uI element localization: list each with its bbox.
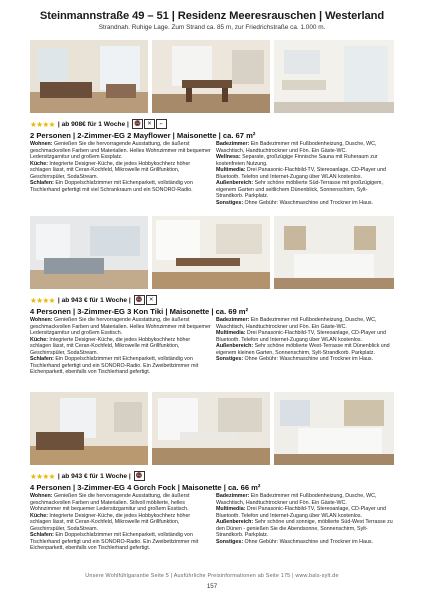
dining-room-photo (152, 392, 270, 465)
description-left: Wohnen: Genießen Sie die hervorragende Ausstattung, die äußerst geschmackvollen Farben und Materialien. Helles Wohnzimmer mit bequemer Ledersitzgarnitur und großem Esstisch. Küche: Integrierte Designer-Küche, die jedes Hobbykochherz höher schlagen lässt, mit Ceran-Kochfeld, Mikrowelle mit Grillfunktion, Geschirrspüler, SodaStream. Schlafen: Ein Doppelschlafzimmer mit Eichenparkett, vollständig von Tischlerhand gefertigt und ein SONORO-Radio. Ein Zweibettzimmer mit Eichenparkett, ebenfalls von Tischlerhand gefertigt. (30, 317, 211, 375)
no-pets-icon: ✕ (146, 295, 157, 305)
no-smoking-icon: 🚭 (132, 119, 143, 129)
page-title: Steinmannstraße 49 – 51 | Residenz Meeresrauschen | Westerland (39, 10, 385, 22)
photo-row (30, 216, 394, 289)
listing-kon-tiki (30, 216, 394, 376)
photo-row (30, 392, 394, 465)
description-left: Wohnen: Genießen Sie die hervorragende Ausstattung, die äußerst geschmackvollen Farben und Materialien. Helles Wohnzimmer mit bequemer Ledersitzgarnitur und großem Essplatz. Küche: Integrierte Designer-Küche, die jedes Hobbykochherz höher schlagen lässt, mit Ceran-Kochfeld, Mikrowelle mit Grillfunktion, Geschirrspüler, SodaStream. Schlafen: Ein Doppelschlafzimmer mit Eichenparkett, vollständig von Tischlerhand gefertigt mit viel Schrankraum und ein SONORO-Radio. (30, 141, 211, 193)
page-header (0, 10, 424, 31)
living-room-photo (30, 216, 148, 289)
amenity-icons (132, 119, 167, 129)
living-room-photo (30, 392, 148, 465)
bedroom-photo (274, 392, 394, 465)
page-footer: Unsere Wohlfühlgarantie Seite 5 | Ausführliche Preisinformationen ab Seite 175 | www.bals-sylt.de (85, 573, 339, 579)
stairs-icon: ⌐ (156, 119, 167, 129)
amenity-icons (134, 295, 157, 305)
description-right: Badezimmer: Ein Badezimmer mit Fußbodenheizung, Dusche, WC, Waschtisch, Handtuchtrockner und Fön. Ein Gäste-WC. Multimedia: Drei Panasonic-Flachbild-TV, Stereoanlage, CD-Player und Bluetooth. Telefon und Internet-Zugang über WLAN kostenlos. Außenbereich: Sehr schöne und sonnige, möblierte Süd-West Terrasse zu den Dünen - genießen Sie die Abendsonne, Sonnenschirm, Sylt-Strandkorb. Parkplatz. Sonstiges: Ohne Gebühr: Waschmaschine und Trockner im Haus. (216, 493, 393, 545)
apartment-title: 4 Personen | 3-Zimmer-EG 3 Kon Tiki | Maisonette | ca. 69 m² (30, 307, 249, 316)
dining-room-photo (152, 40, 270, 113)
description-right: Badezimmer: Ein Badezimmer mit Fußbodenheizung, Dusche, WC, Waschtisch, Handtuchtrockner und Fön. Ein Gäste-WC. Multimedia: Drei Panasonic-Flachbild-TV, Stereoanlage, CD-Player und Bluetooth. Telefon und Internet-Zugang über WLAN kostenlos. Außenbereich: Sehr schöne möblierte West-Terrasse mit Dünenblick und eigenem kleinen Garten, Sonnenschirm, Sylt-Strandkorb. Parkplatz. Sonstiges: Ohne Gebühr: Waschmaschine und Trockner im Haus. (216, 317, 390, 362)
dining-room-photo (152, 216, 270, 289)
description-right: Badezimmer: Ein Badezimmer mit Fußbodenheizung, Dusche, WC, Waschtisch, Handtuchtrockner und Fön. Ein Gäste-WC. Wellness: Separate, großzügige Finnische Sauna mit Ruheraum zur kostenfreien Nutzung. Multimedia: Drei Panasonic-Flachbild-TV, Stereoanlage, CD-Player und Bluetooth. Telefon und Internet-Zugang über WLAN kostenlos. Außenbereich: Sehr schöne möblierte Süd-Terrasse mit großzügigem, eigenem Garten und seitlichem Dünenblick, Sonnenschirm, Sylt-Strandkorb. Parkplatz. Sonstiges: Ohne Gebühr: Waschmaschine und Trockner im Haus. (216, 141, 386, 206)
no-smoking-icon: 🚭 (134, 471, 145, 481)
rating-price-line (30, 119, 394, 129)
price-label: | ab 943 € für 1 Woche | (57, 472, 131, 480)
apartment-title: 4 Personen | 3-Zimmer-EG 4 Gorch Fock | Maisonette | ca. 66 m² (30, 483, 261, 492)
page-number: 157 (206, 583, 218, 590)
listing-mayflower (30, 40, 394, 206)
star-rating: ★★★★ (30, 119, 55, 129)
bedroom-photo (274, 216, 394, 289)
description-left: Wohnen: Genießen Sie die hervorragende Ausstattung, die äußerst geschmackvollen Farben und Materialien. Stilvoll möblierte, helles Wohnzimmer mit bequemer Ledersitzgarnitur und großem Esstisch. Küche: Integrierte Designer-Küche, die jedes Hobbykochherz höher schlagen lässt, mit Ceran-Kochfeld, Mikrowelle mit Grillfunktion, Geschirrspüler, SodaStream. Schlafen: Ein Doppelschlafzimmer mit Eichenparkett, vollständig von Tischlerhand gefertigt und ein SONORO-Radio. Ein Zweibettzimmer mit Eichenparkett, ebenfalls von Tischlerhand gefertigt. (30, 493, 199, 551)
amenity-icons (134, 471, 145, 481)
living-room-photo (30, 40, 148, 113)
page-subtitle: Strandnah. Ruhige Lage. Zum Strand ca. 85 m, zur Friedrichstraße ca. 1.000 m. (98, 24, 326, 31)
star-rating: ★★★★ (30, 295, 55, 305)
rating-price-line (30, 295, 394, 305)
rating-price-line (30, 471, 394, 481)
photo-row (30, 40, 394, 113)
price-label: | ab 908€ für 1 Woche | (57, 120, 129, 128)
no-smoking-icon: 🚭 (134, 295, 145, 305)
star-rating: ★★★★ (30, 471, 55, 481)
bathroom-photo (274, 40, 394, 113)
price-label: | ab 943 € für 1 Woche | (57, 296, 131, 304)
listing-gorch-fock (30, 392, 394, 552)
apartment-title: 2 Personen | 2-Zimmer-EG 2 Mayflower | Maisonette | ca. 67 m² (30, 131, 256, 140)
no-pets-icon: ✕ (144, 119, 155, 129)
